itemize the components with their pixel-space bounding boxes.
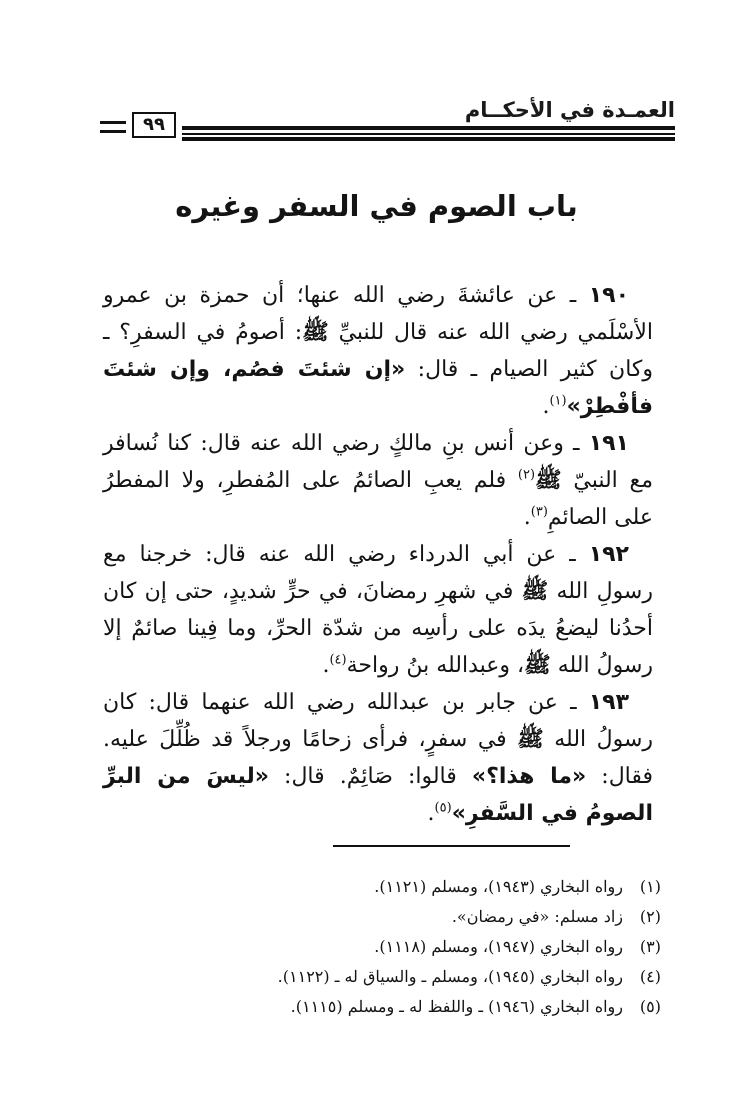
honorific-glyph: ﷺ — [517, 727, 544, 752]
footnote-item — [230, 962, 661, 992]
hadith-number: ١٩٣ — [588, 690, 630, 715]
page-number-rule-top — [100, 121, 126, 124]
page-number: ٩٩ — [132, 112, 176, 138]
hadith-text: عن عائشةَ رضي الله عنها؛ أن حمزة بن عمرو الأسْلَمي رضي الله عنه قال للنبيِّ — [103, 283, 653, 345]
hadith-text: فلم يعبِ الصائمُ على المُفطرِ، ولا المفطرُ على الصائمِ — [103, 468, 653, 530]
footnote-ref: (٢) — [517, 467, 536, 483]
footnote-label: (٣) — [639, 937, 661, 956]
hadith-text: وعن أنس بنِ مالكٍ رضي الله عنه قال: كنا نُسافر مع النبيّ — [103, 431, 654, 493]
footnote-item — [230, 902, 661, 932]
honorific-glyph: ﷺ — [535, 468, 562, 493]
footnote-item — [230, 992, 661, 1022]
hadith-number: ١٩١ — [588, 431, 629, 456]
footnotes — [230, 872, 661, 1022]
chapter-title: باب الصوم في السفر وغيره — [175, 189, 578, 223]
footnote-text: زاد مسلم: «في رمضان». — [451, 907, 623, 926]
hadith-text: عن جابر بن عبدالله رضي الله عنهما قال: كان رسولُ الله — [103, 690, 654, 752]
footnote-item — [230, 932, 661, 962]
footnote-text: رواه البخاري (١٩٤٥)، ومسلم ـ والسياق له ـ (١١٢٢). — [277, 967, 623, 986]
hadith-number: ١٩٢ — [588, 542, 629, 567]
prophetic-quote: «إن شئتَ فصُم، وإن شئتَ فأفْطِرْ» — [103, 357, 653, 419]
end-period: . — [427, 801, 435, 826]
hadith-number: ١٩٠ — [588, 283, 630, 308]
honorific-glyph: ﷺ — [524, 653, 551, 678]
hadith-193: ١٩٣ ـ عن جابر بن عبدالله رضي الله عنهما قال: كان رسولُ الله ﷺ في سفرٍ، فرأى زحامًا ورجلاً قد ظُلِّلَ عليه. فقال: «ما هذا؟» قالوا: صَائِمٌ. قال: «ليسَ من البرِّ الصومُ في السَّفرِ»$^{(٥)}$. — [103, 690, 654, 826]
hadith-body — [103, 277, 653, 832]
hadith-text: : أصومُ في السفرِ؟ ـ وكان كثير الصيام ـ قال: — [103, 320, 653, 382]
hadith-191: ١٩١ ـ وعن أنس بنِ مالكٍ رضي الله عنه قال: كنا نُسافر مع النبيّ ﷺ$^{(٢)}$ فلم يعبِ الصائمُ على المُفطرِ، ولا المفطرُ على الصائمِ$^{(٣)}$. — [103, 431, 654, 530]
honorific-glyph: ﷺ — [521, 579, 549, 604]
hadith-192: ١٩٢ ـ عن أبي الدرداء رضي الله عنه قال: خرجنا مع رسولِ الله ﷺ في شهرِ رمضانَ، في حرٍّ شديدٍ، حتى إن كان أحدُنا ليضعُ يدَه على رأسِه من شدّة الحرِّ، وما فِينا صائمٌ إلا رسولُ الله ﷺ، وعبدالله بنُ رواحة$^{(٤)}$. — [103, 542, 653, 678]
honorific-glyph: ﷺ — [302, 320, 329, 345]
end-period: . — [322, 653, 330, 678]
hadith-text: ، وعبدالله بنُ رواحة — [346, 653, 525, 678]
prophetic-quote: «ما هذا؟» — [471, 764, 587, 789]
footnote-label: (٤) — [639, 967, 661, 986]
hadith-text: قالوا: صَائِمٌ. قال: — [284, 764, 457, 789]
page-number-rule-bottom — [100, 130, 126, 133]
hadith-text: عن أبي الدرداء رضي الله عنه قال: خرجنا مع رسولِ الله — [103, 542, 653, 604]
footnote-text: رواه البخاري (١٩٤٦) ـ واللفظ له ـ ومسلم (١١١٥). — [290, 997, 623, 1016]
end-period: . — [523, 505, 531, 530]
header-rule-bottom — [182, 137, 675, 141]
header-rule-middle — [182, 133, 675, 135]
footnote-item — [230, 872, 661, 902]
header-rule-top — [182, 126, 675, 130]
footnote-separator — [333, 845, 570, 847]
prophetic-quote: «ليسَ من البرِّ الصومُ في السَّفرِ» — [103, 764, 653, 826]
footnote-text: رواه البخاري (١٩٤٧)، ومسلم (١١١٨). — [374, 937, 623, 956]
footnote-ref: (٤) — [329, 652, 347, 668]
hadith-190: ١٩٠ ـ عن عائشةَ رضي الله عنها؛ أن حمزة بن عمرو الأسْلَمي رضي الله عنه قال للنبيِّ ﷺ: أصومُ في السفرِ؟ ـ وكان كثير الصيام ـ قال: «إن شئتَ فصُم، وإن شئتَ فأفْطِرْ»$^{(١)}$. — [103, 283, 653, 419]
hadith-text: في شهرِ رمضانَ، في حرٍّ شديدٍ، حتى إن كان أحدُنا ليضعُ يدَه على رأسِه من شدّة الحرِّ، وما فِينا صائمٌ إلا رسولُ الله — [103, 579, 653, 678]
running-title: العمـدة في الأحكــام — [464, 98, 675, 122]
footnote-ref: (١) — [549, 393, 567, 409]
footnote-label: (٥) — [639, 997, 661, 1016]
footnote-ref: (٣) — [530, 504, 548, 520]
footnote-text: رواه البخاري (١٩٤٣)، ومسلم (١١٢١). — [374, 877, 623, 896]
footnote-label: (١) — [639, 877, 661, 896]
hadith-text: في سفرٍ، فرأى زحامًا ورجلاً قد ظُلِّلَ عليه. فقال: — [103, 727, 654, 789]
footnote-label: (٢) — [639, 907, 661, 926]
footnote-ref: (٥) — [434, 800, 452, 816]
end-period: . — [542, 394, 550, 419]
